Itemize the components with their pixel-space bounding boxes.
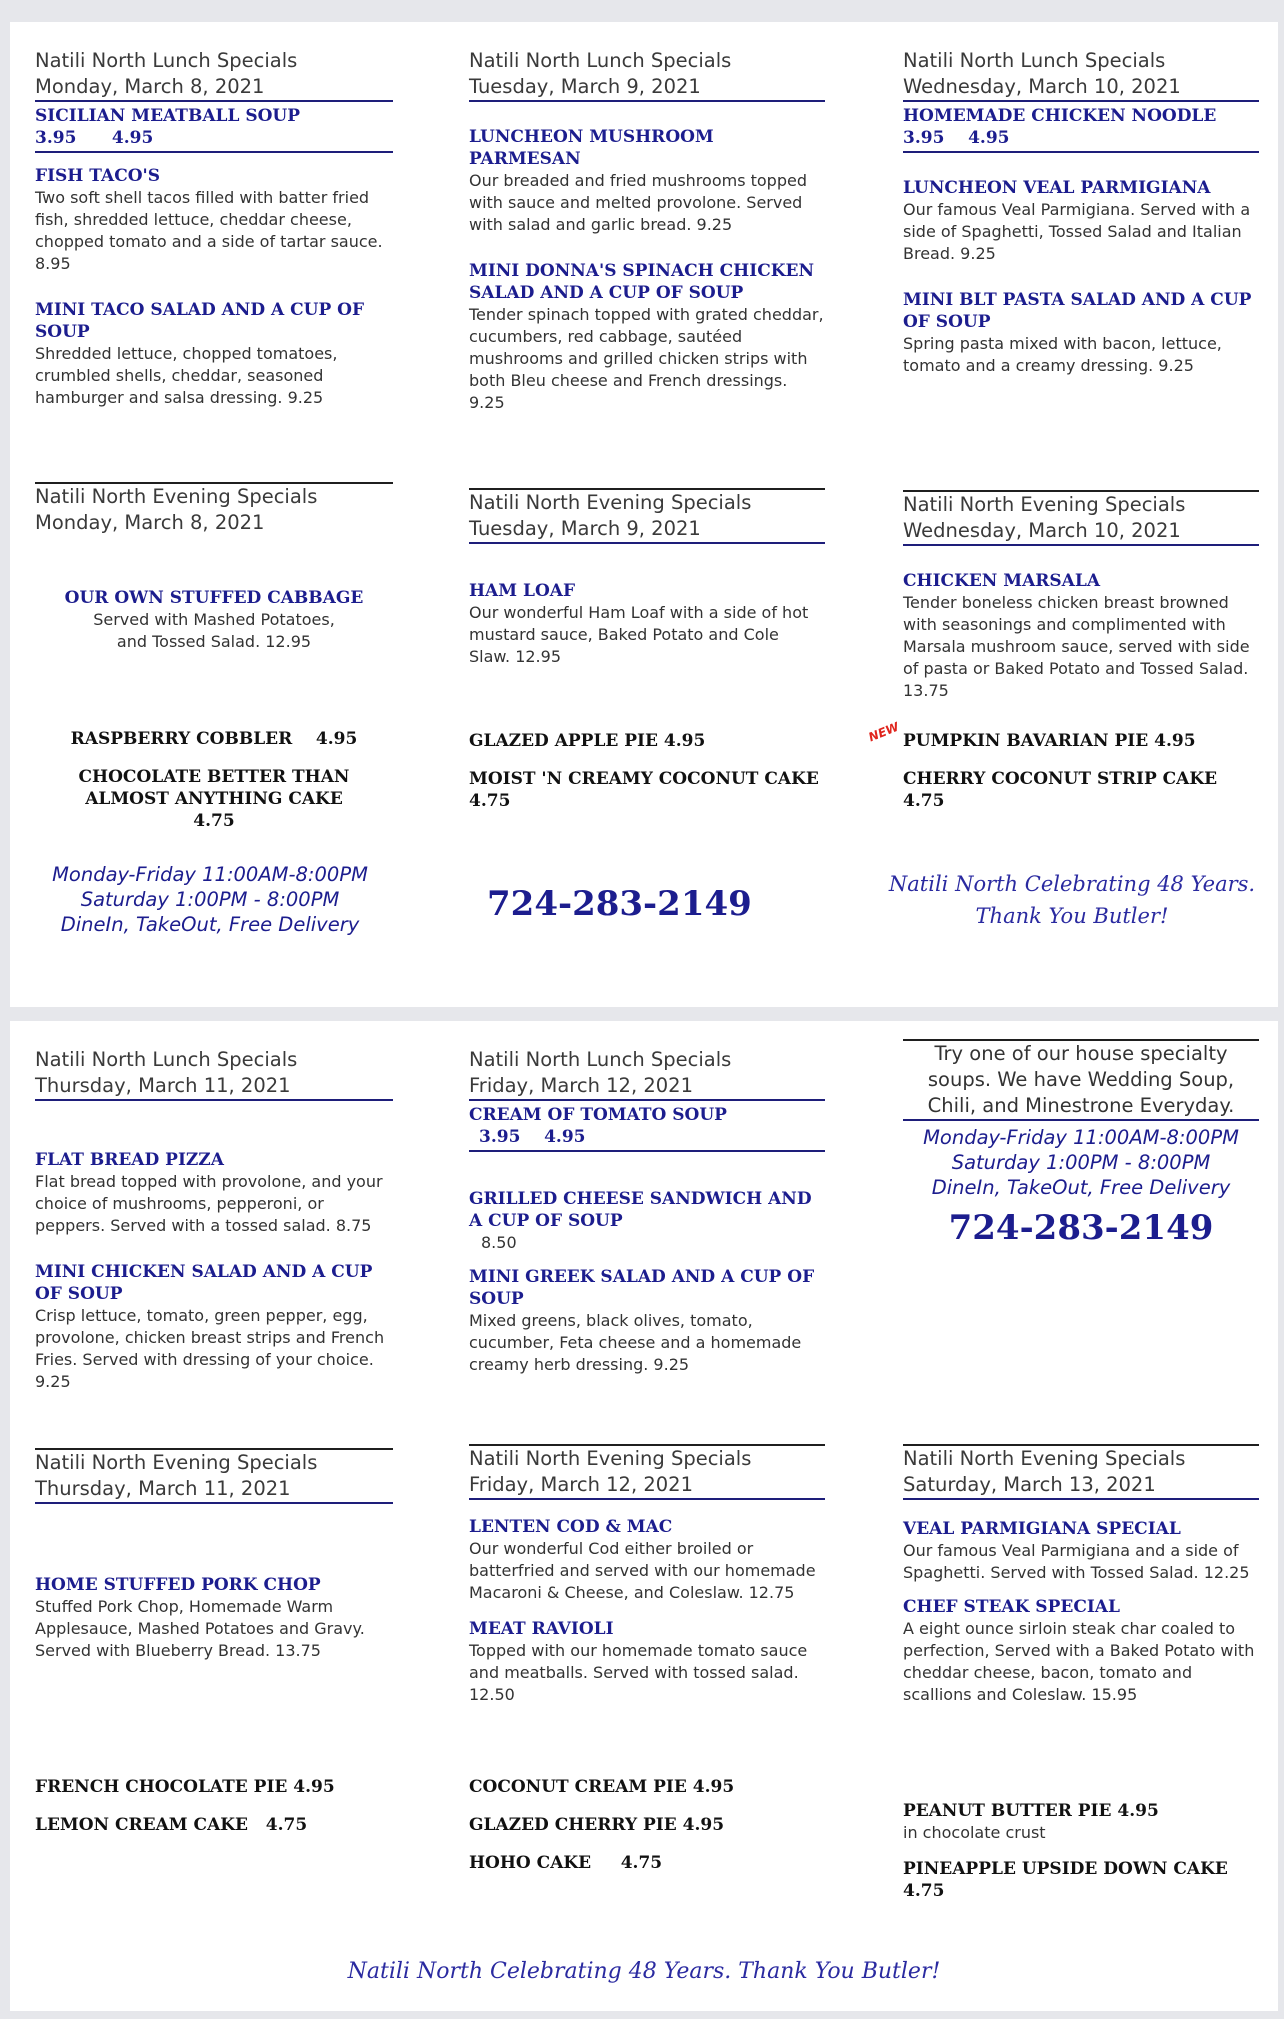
item-desc: Served with Mashed Potatoes, and Tossed Salad. 12.95 bbox=[93, 610, 335, 651]
item-name: VEAL PARMIGIANA SPECIAL bbox=[903, 1519, 1181, 1539]
item-name: LUNCHEON VEAL PARMIGIANA bbox=[903, 178, 1211, 198]
service-options: DineIn, TakeOut, Free Delivery bbox=[60, 913, 360, 936]
hours-saturday: Saturday 1:00PM - 8:00PM bbox=[80, 888, 340, 911]
menu-item bbox=[903, 289, 1259, 377]
evening-friday-desserts bbox=[469, 1776, 825, 1874]
hours-saturday: Saturday 1:00PM - 8:00PM bbox=[951, 1151, 1211, 1174]
evening-tuesday-entree bbox=[469, 580, 825, 668]
lunch-tuesday-header bbox=[469, 48, 825, 102]
phone-number[interactable]: 724-283-2149 bbox=[487, 884, 752, 924]
menu-item bbox=[469, 1516, 825, 1604]
item-name: MINI CHICKEN SALAD AND A CUP OF SOUP bbox=[35, 1262, 373, 1304]
section-date: Saturday, March 13, 2021 bbox=[903, 1473, 1156, 1496]
celebrating-line: Natili North Celebrating 48 Years. bbox=[888, 872, 1256, 896]
evening-tuesday bbox=[469, 488, 825, 544]
item-desc: Stuffed Pork Chop, Homemade Warm Applesauce, Mashed Potatoes and Gravy. Served with Blueberry Bread. 13.75 bbox=[35, 1597, 365, 1660]
menu-item bbox=[35, 165, 393, 275]
evening-monday-entree bbox=[35, 587, 393, 653]
soup-name: HOMEMADE CHICKEN NOODLE bbox=[903, 106, 1217, 126]
menu-item bbox=[469, 1618, 825, 1706]
section-title: Natili North Lunch Specials bbox=[469, 1048, 732, 1071]
evening-wednesday-header bbox=[903, 490, 1259, 546]
section-date: Thursday, March 11, 2021 bbox=[35, 1477, 291, 1500]
section-title: Natili North Lunch Specials bbox=[35, 49, 298, 72]
footer-celebrating: Natili North Celebrating 48 Years. Thank You Butler! bbox=[347, 1959, 941, 1984]
section-title: Natili North Evening Specials bbox=[469, 491, 752, 514]
menu-page-bottom bbox=[10, 1021, 1278, 2011]
lunch-friday-header bbox=[469, 1047, 825, 1101]
evening-monday-desserts bbox=[35, 728, 393, 832]
soup-of-day bbox=[469, 1101, 825, 1152]
menu-item bbox=[35, 1149, 393, 1237]
item-name: MINI DONNA'S SPINACH CHICKEN SALAD AND A CUP OF SOUP bbox=[469, 261, 814, 303]
menu-item bbox=[35, 1574, 393, 1662]
soup-of-day bbox=[903, 102, 1259, 153]
item-name: MEAT RAVIOLI bbox=[469, 1619, 614, 1639]
lunch-monday bbox=[35, 48, 393, 409]
item-desc: Our breaded and fried mushrooms topped with sauce and melted provolone. Served with salad and garlic bread. 9.25 bbox=[469, 171, 807, 234]
section-date: Tuesday, March 9, 2021 bbox=[469, 75, 701, 98]
section-title: Natili North Evening Specials bbox=[35, 1451, 318, 1474]
evening-thursday-header bbox=[35, 1448, 393, 1504]
item-desc: 8.50 bbox=[481, 1233, 517, 1252]
item-desc: Our famous Veal Parmigiana and a side of Spaghetti. Served with Tossed Salad. 12.25 bbox=[903, 1541, 1250, 1582]
section-title: Natili North Evening Specials bbox=[903, 1447, 1186, 1470]
evening-wednesday-desserts bbox=[903, 730, 1259, 812]
dessert-item: LEMON CREAM CAKE 4.75 bbox=[35, 1815, 308, 1835]
evening-monday-header bbox=[35, 482, 393, 536]
section-title: Natili North Lunch Specials bbox=[903, 49, 1166, 72]
evening-tuesday-desserts bbox=[469, 730, 825, 812]
dessert-item: CHERRY COCONUT STRIP CAKE 4.75 bbox=[903, 769, 1218, 811]
item-name: HOME STUFFED PORK CHOP bbox=[35, 1575, 321, 1595]
dessert-item: PEANUT BUTTER PIE 4.95 bbox=[903, 1801, 1159, 1821]
lunch-wednesday-header bbox=[903, 48, 1259, 102]
section-title: Natili North Evening Specials bbox=[903, 493, 1186, 516]
item-desc: Our famous Veal Parmigiana. Served with a side of Spaghetti, Tossed Salad and Italian Bread. 9.25 bbox=[903, 200, 1251, 263]
evening-saturday-header bbox=[903, 1444, 1259, 1500]
section-date: Tuesday, March 9, 2021 bbox=[469, 517, 701, 540]
house-soups-note: Try one of our house specialty soups. We have Wedding Soup, Chili, and Minestrone Everyday. bbox=[903, 1039, 1259, 1121]
lunch-friday bbox=[469, 1047, 825, 1376]
hours-block bbox=[903, 1125, 1259, 1200]
item-desc: Tender spinach topped with grated cheddar, cucumbers, red cabbage, sautéed mushrooms and grilled chicken strips with both Bleu cheese and French dressings. 9.25 bbox=[469, 305, 824, 412]
section-date: Wednesday, March 10, 2021 bbox=[903, 75, 1181, 98]
section-title: Natili North Evening Specials bbox=[35, 485, 318, 508]
soup-prices: 3.95 4.95 bbox=[479, 1127, 586, 1147]
soup-of-day bbox=[35, 102, 393, 153]
soup-prices: 3.95 4.95 bbox=[903, 128, 1010, 148]
thank-you-line: Thank You Butler! bbox=[975, 904, 1169, 928]
menu-page-top bbox=[10, 22, 1278, 1007]
house-soups-block bbox=[903, 1039, 1259, 1248]
evening-wednesday-entree bbox=[903, 570, 1259, 702]
item-desc: Our wonderful Cod either broiled or batterfried and served with our homemade Macaroni & Cheese, and Coleslaw. 12.75 bbox=[469, 1539, 816, 1602]
dessert-item: PUMPKIN BAVARIAN PIE 4.95 bbox=[903, 731, 1196, 751]
item-name: LENTEN COD & MAC bbox=[469, 1517, 673, 1537]
lunch-wednesday bbox=[903, 48, 1259, 377]
dessert-item: CHOCOLATE BETTER THAN ALMOST ANYTHING CAKE 4.75 bbox=[78, 767, 350, 831]
item-desc: Crisp lettuce, tomato, green pepper, egg, provolone, chicken breast strips and French Fries. Served with dressing of your choice. 9.25 bbox=[35, 1306, 385, 1391]
evening-saturday bbox=[903, 1444, 1259, 1706]
phone-number[interactable]: 724-283-2149 bbox=[948, 1208, 1214, 1248]
item-desc: A eight ounce sirloin steak char coaled to perfection, Served with a Baked Potato with cheddar cheese, bacon, tomato and scallions and Coleslaw. 15.95 bbox=[903, 1619, 1255, 1704]
dessert-item: COCONUT CREAM PIE 4.95 bbox=[469, 1777, 735, 1797]
lunch-thursday-header bbox=[35, 1047, 393, 1101]
evening-tuesday-header bbox=[469, 488, 825, 544]
hours-block bbox=[30, 862, 390, 937]
section-title: Natili North Lunch Specials bbox=[35, 1048, 298, 1071]
item-desc: Tender boneless chicken breast browned with seasonings and complimented with Marsala mushroom sauce, served with side of pasta or Baked Potato and Tossed Salad. 13.75 bbox=[903, 593, 1250, 700]
service-options: DineIn, TakeOut, Free Delivery bbox=[931, 1176, 1231, 1199]
evening-thursday-desserts bbox=[35, 1776, 393, 1836]
item-desc: Spring pasta mixed with bacon, lettuce, tomato and a creamy dressing. 9.25 bbox=[903, 334, 1222, 375]
evening-wednesday bbox=[903, 490, 1259, 546]
item-desc: Mixed greens, black olives, tomato, cucumber, Feta cheese and a homemade creamy herb dressing. 9.25 bbox=[469, 1311, 802, 1374]
dessert-item: PINEAPPLE UPSIDE DOWN CAKE 4.75 bbox=[903, 1859, 1228, 1901]
item-desc: Our wonderful Ham Loaf with a side of hot mustard sauce, Baked Potato and Cole Slaw. 12.95 bbox=[469, 603, 809, 666]
menu-item bbox=[903, 177, 1259, 265]
section-title: Natili North Evening Specials bbox=[469, 1447, 752, 1470]
item-name: MINI TACO SALAD AND A CUP OF SOUP bbox=[35, 300, 365, 342]
evening-saturday-desserts bbox=[903, 1800, 1259, 1902]
dessert-note: in chocolate crust bbox=[903, 1823, 1046, 1842]
item-name: GRILLED CHEESE SANDWICH AND A CUP OF SOUP bbox=[469, 1189, 812, 1231]
section-date: Friday, March 12, 2021 bbox=[469, 1074, 693, 1097]
soup-name: SICILIAN MEATBALL SOUP bbox=[35, 106, 301, 126]
dessert-item: FRENCH CHOCOLATE PIE 4.95 bbox=[35, 1777, 335, 1797]
celebrating-note bbox=[872, 868, 1272, 932]
item-desc: Topped with our homemade tomato sauce and meatballs. Served with tossed salad. 12.50 bbox=[469, 1641, 808, 1704]
evening-friday bbox=[469, 1444, 825, 1706]
soup-prices: 3.95 4.95 bbox=[35, 128, 154, 148]
menu-item bbox=[469, 1266, 825, 1376]
section-date: Monday, March 8, 2021 bbox=[35, 75, 265, 98]
item-name: FLAT BREAD PIZZA bbox=[35, 1150, 224, 1170]
section-title: Natili North Lunch Specials bbox=[469, 49, 732, 72]
new-badge: NEW bbox=[866, 719, 901, 745]
lunch-tuesday bbox=[469, 48, 825, 414]
item-name: MINI GREEK SALAD AND A CUP OF SOUP bbox=[469, 1267, 815, 1309]
item-desc: Flat bread topped with provolone, and your choice of mushrooms, pepperoni, or peppers. Served with a tossed salad. 8.75 bbox=[35, 1172, 383, 1235]
menu-item bbox=[903, 1518, 1259, 1584]
item-name: LUNCHEON MUSHROOM PARMESAN bbox=[469, 127, 714, 169]
evening-monday bbox=[35, 482, 393, 536]
dessert-item: MOIST 'N CREAMY COCONUT CAKE 4.75 bbox=[469, 769, 819, 811]
evening-friday-header bbox=[469, 1444, 825, 1500]
section-date: Friday, March 12, 2021 bbox=[469, 1473, 693, 1496]
menu-item bbox=[469, 126, 825, 236]
item-name: HAM LOAF bbox=[469, 581, 576, 601]
section-date: Wednesday, March 10, 2021 bbox=[903, 519, 1181, 542]
menu-item bbox=[469, 1188, 825, 1254]
menu-item bbox=[903, 1596, 1259, 1706]
section-date: Thursday, March 11, 2021 bbox=[35, 1074, 291, 1097]
item-desc: Shredded lettuce, chopped tomatoes, crumbled shells, cheddar, seasoned hamburger and salsa dressing. 9.25 bbox=[35, 344, 338, 407]
dessert-item: GLAZED APPLE PIE 4.95 bbox=[469, 731, 706, 751]
item-name: CHEF STEAK SPECIAL bbox=[903, 1597, 1120, 1617]
menu-item bbox=[469, 260, 825, 414]
dessert-item: RASPBERRY COBBLER 4.95 bbox=[70, 729, 358, 749]
lunch-thursday bbox=[35, 1047, 393, 1393]
lunch-monday-header bbox=[35, 48, 393, 102]
dessert-item: GLAZED CHERRY PIE 4.95 bbox=[469, 1815, 725, 1835]
item-name: FISH TACO'S bbox=[35, 166, 161, 186]
item-desc: Two soft shell tacos filled with batter fried fish, shredded lettuce, cheddar cheese, chopped tomato and a side of tartar sauce. 8.95 bbox=[35, 188, 383, 273]
item-name: CHICKEN MARSALA bbox=[903, 571, 1101, 591]
menu-item bbox=[35, 1261, 393, 1393]
item-name: MINI BLT PASTA SALAD AND A CUP OF SOUP bbox=[903, 290, 1252, 332]
evening-thursday bbox=[35, 1448, 393, 1662]
hours-weekday: Monday-Friday 11:00AM-8:00PM bbox=[52, 863, 368, 886]
soup-name: CREAM OF TOMATO SOUP bbox=[469, 1105, 727, 1125]
section-date: Monday, March 8, 2021 bbox=[35, 511, 265, 534]
dessert-item: HOHO CAKE 4.75 bbox=[469, 1853, 663, 1873]
menu-item bbox=[35, 299, 393, 409]
hours-weekday: Monday-Friday 11:00AM-8:00PM bbox=[923, 1126, 1239, 1149]
item-name: OUR OWN STUFFED CABBAGE bbox=[64, 588, 364, 608]
